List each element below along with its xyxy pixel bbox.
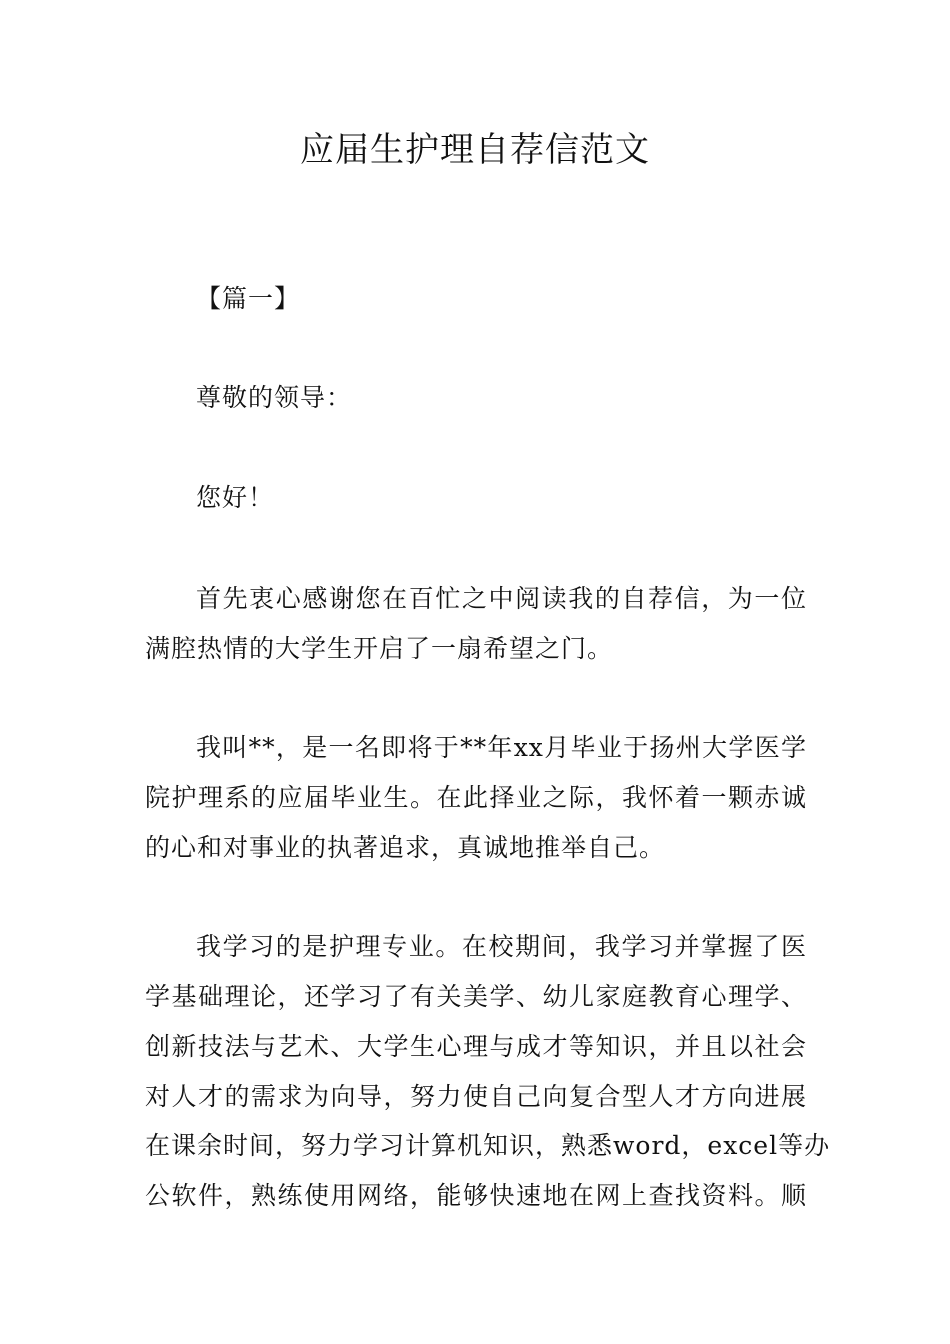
- paragraph-3-line-5: 在课余时间，努力学习计算机知识，熟悉word，excel等办: [145, 1131, 831, 1160]
- paragraph-3-line-4: 对人才的需求为向导，努力使自己向复合型人才方向进展: [145, 1082, 807, 1111]
- document-title: 应届生护理自荐信范文: [300, 130, 650, 170]
- paragraph-3-line-3: 创新技法与艺术、大学生心理与成才等知识，并且以社会: [145, 1032, 807, 1061]
- paragraph-3-line-2: 学基础理论，还学习了有关美学、幼儿家庭教育心理学、: [145, 982, 807, 1011]
- section-label: 【篇一】: [196, 284, 301, 313]
- paragraph-1-line-1: 首先衷心感谢您在百忙之中阅读我的自荐信，为一位: [196, 584, 807, 613]
- paragraph-2-line-1: 我叫**，是一名即将于**年xx月毕业于扬州大学医学: [196, 733, 807, 762]
- paragraph-1-line-2: 满腔热情的大学生开启了一扇希望之门。: [145, 634, 614, 663]
- paragraph-2-line-3: 的心和对事业的执著追求，真诚地推举自己。: [145, 833, 666, 862]
- paragraph-3-line-1: 我学习的是护理专业。在校期间，我学习并掌握了医: [196, 932, 807, 961]
- salutation: 尊敬的领导：: [196, 383, 353, 412]
- greeting: 您好！: [196, 483, 275, 512]
- paragraph-3-line-6: 公软件，熟练使用网络，能够快速地在网上查找资料。顺: [145, 1181, 807, 1210]
- paragraph-2-line-2: 院护理系的应届毕业生。在此择业之际，我怀着一颗赤诚: [145, 783, 807, 812]
